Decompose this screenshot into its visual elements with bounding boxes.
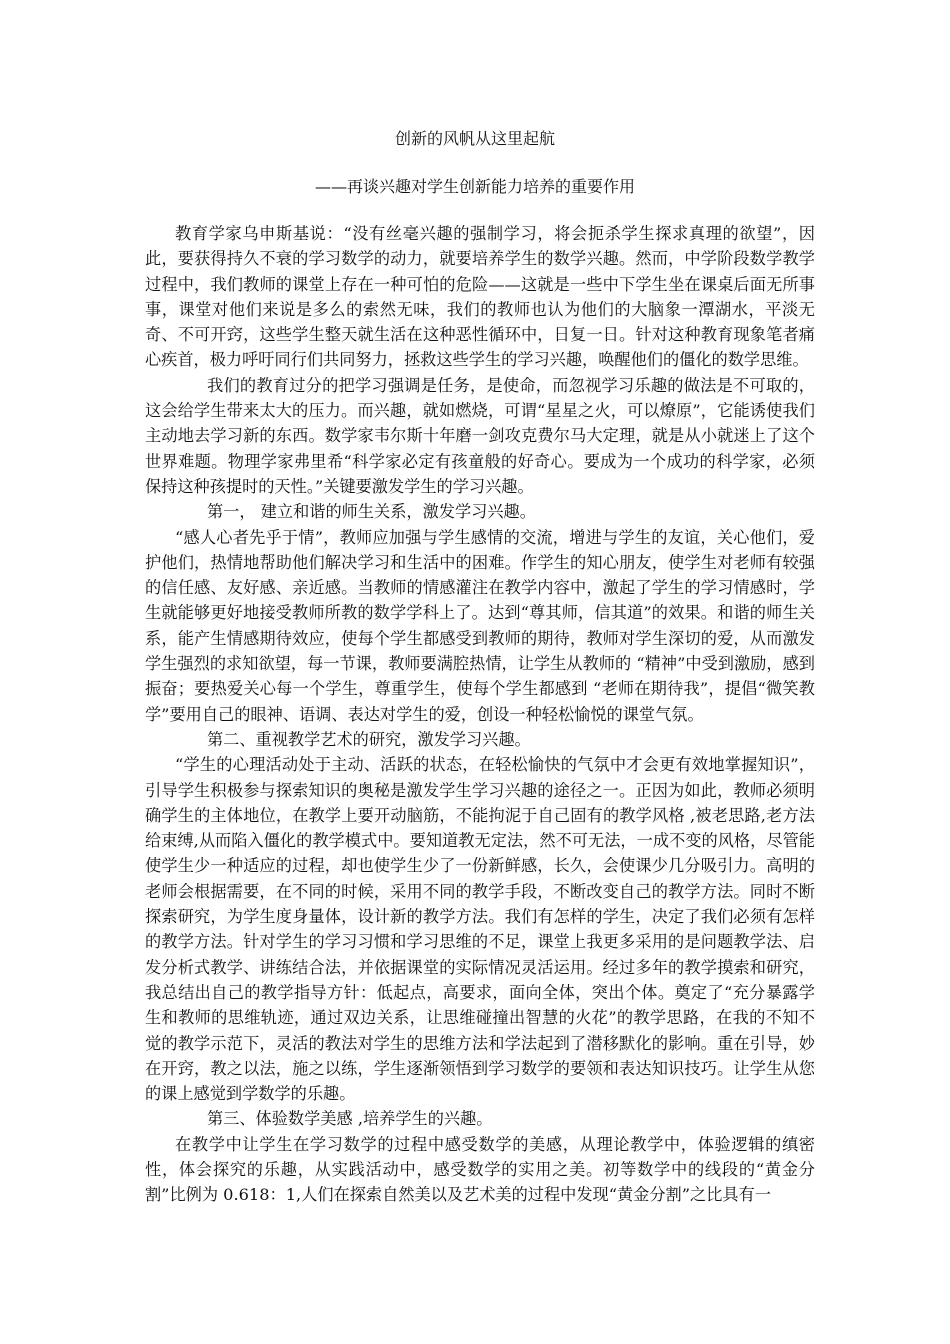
paragraph-section-1: “感人心者先乎于情”，教师应加强与学生感情的交流，增进与学生的友谊，关心他们，爱护他们，热情地帮助他们解决学习和生活中的困难。作学生的知心朋友，使学生对老师有较强的信任感、友好感、亲近感。当教师的情感灌注在教学内容中，激起了学生的学习情感时，学生就能够更好地接受教师所教的数学学科上了。达到“尊其师，信其道”的效果。和谐的师生关系，能产生情感期待效应，使每个学生都感受到教师的期待，教师对学生深切的爱，从而激发学生强烈的求知欲望，每一节课，教师要满腔热情，让学生从教师的 “精神”中受到激励，感到振奋；要热爱关心每一个学生，尊重学生，使每个学生都感到 “老师在期待我”，提倡“微笑教学”要用自己的眼神、语调、表达对学生的爱，创设一种轻松愉悦的课堂气氛。 bbox=[145, 527, 815, 724]
paragraph-section-3: 在教学中让学生在学习数学的过程中感受数学的美感，从理论教学中，体验逻辑的缜密性，体会探究的乐趣，从实践活动中，感受数学的实用之美。初等数学中的线段的“黄金分割”比例为 0.618：1,人们在探索自然美以及艺术美的过程中发现“黄金分割”之比具有一 bbox=[145, 1134, 815, 1205]
paragraph-pressure: 我们的教育过分的把学习强调是任务，是使命，而忽视学习乐趣的做法是不可取的，这会给学生带来太大的压力。而兴趣，就如燃烧，可谓“星星之火，可以燎原”，它能诱使我们主动地去学习新的东西。数学家韦尔斯十年磨一剑攻克费尔马大定理，就是从小就迷上了这个世界难题。物理学家弗里希“科学家必定有孩童般的好奇心。要成为一个成功的科学家，必须保持这种孩提时的天性。”关键要激发学生的学习兴趣。 bbox=[145, 375, 815, 496]
document-title: 创新的风帆从这里起航 bbox=[394, 129, 555, 148]
document-body bbox=[145, 221, 815, 1208]
section-heading-2: 第二、重视教学艺术的研究，激发学习兴趣。 bbox=[207, 729, 531, 749]
paragraph-section-2: “学生的心理活动处于主动、活跃的状态，在轻松愉快的气氛中才会更有效地掌握知识”，引导学生积极参与探索知识的奥秘是激发学生学习兴趣的途径之一。正因为如此，教师必须明确学生的主体地位，在教学上要开动脑筋，不能拘泥于自己固有的教学风格 ,被老思路,老方法给束缚,从而陷入僵化的教学模式中。要知道教无定法，然不可无法，一成不变的风格，尽管能使学生少一种适应的过程，却也使学生少了一份新鲜感，长久，会使课少几分吸引力。高明的 老师会根据需要，在不同的时候，采用不同的教学手段，不断改变自己的教学方法。同时不断探索研究，为学生度身量体，设计新的教学方法。我们有怎样的学生，决定了我们必须有怎样的教学方法。针对学生的学习习惯和学习思维的不足，课堂上我更多采用的是问题教学法、启发分析式教学、讲练结合法，并依据课堂的实际情况灵活运用。经过多年的教学摸索和研究，我总结出自己的教学指导方针：低起点，高要求，面向全体，突出个体。奠定了“充分暴露学生和教师的思维轨迹，通过双边关系，让思维碰撞出智慧的火花”的教学思路，在我的不知不觉的教学示范下，灵活的教法对学生的思维方法和学法起到了潜移默化的影响。重在引导，妙在开窍，教之以法，施之以练，学生逐渐领悟到学习数学的要领和表达知识技巧。让学生从您的课上感觉到学数学的乐趣。 bbox=[145, 755, 815, 1104]
document-subtitle: ——再谈兴趣对学生创新能力培养的重要作用 bbox=[314, 177, 635, 196]
paragraph-intro: 教育学家乌申斯基说：“没有丝毫兴趣的强制学习，将会扼杀学生探求真理的欲望”，因此，要获得持久不衰的学习数学的动力，就要培养学生的数学兴趣。然而，中学阶段数学教学过程中，我们教师的课堂上存在一种可怕的危险——这就是一些中下学生坐在课桌后面无所事事，课堂对他们来说是多么的索然无味，我们的教师也认为他们的大脑象一潭湖水，平淡无奇、不可开窍，这些学生整天就生活在这种恶性循环中，日复一日。针对这种教育现象笔者痛心疾首，极力呼吁同行们共同努力，拯救这些学生的学习兴趣，唤醒他们的僵化的数学思维。 bbox=[145, 224, 815, 370]
section-heading-1: 第一， 建立和谐的师生关系，激发学习兴趣。 bbox=[207, 502, 536, 522]
section-heading-3: 第三、体验数学美感 ,培养学生的兴趣。 bbox=[207, 1109, 493, 1129]
